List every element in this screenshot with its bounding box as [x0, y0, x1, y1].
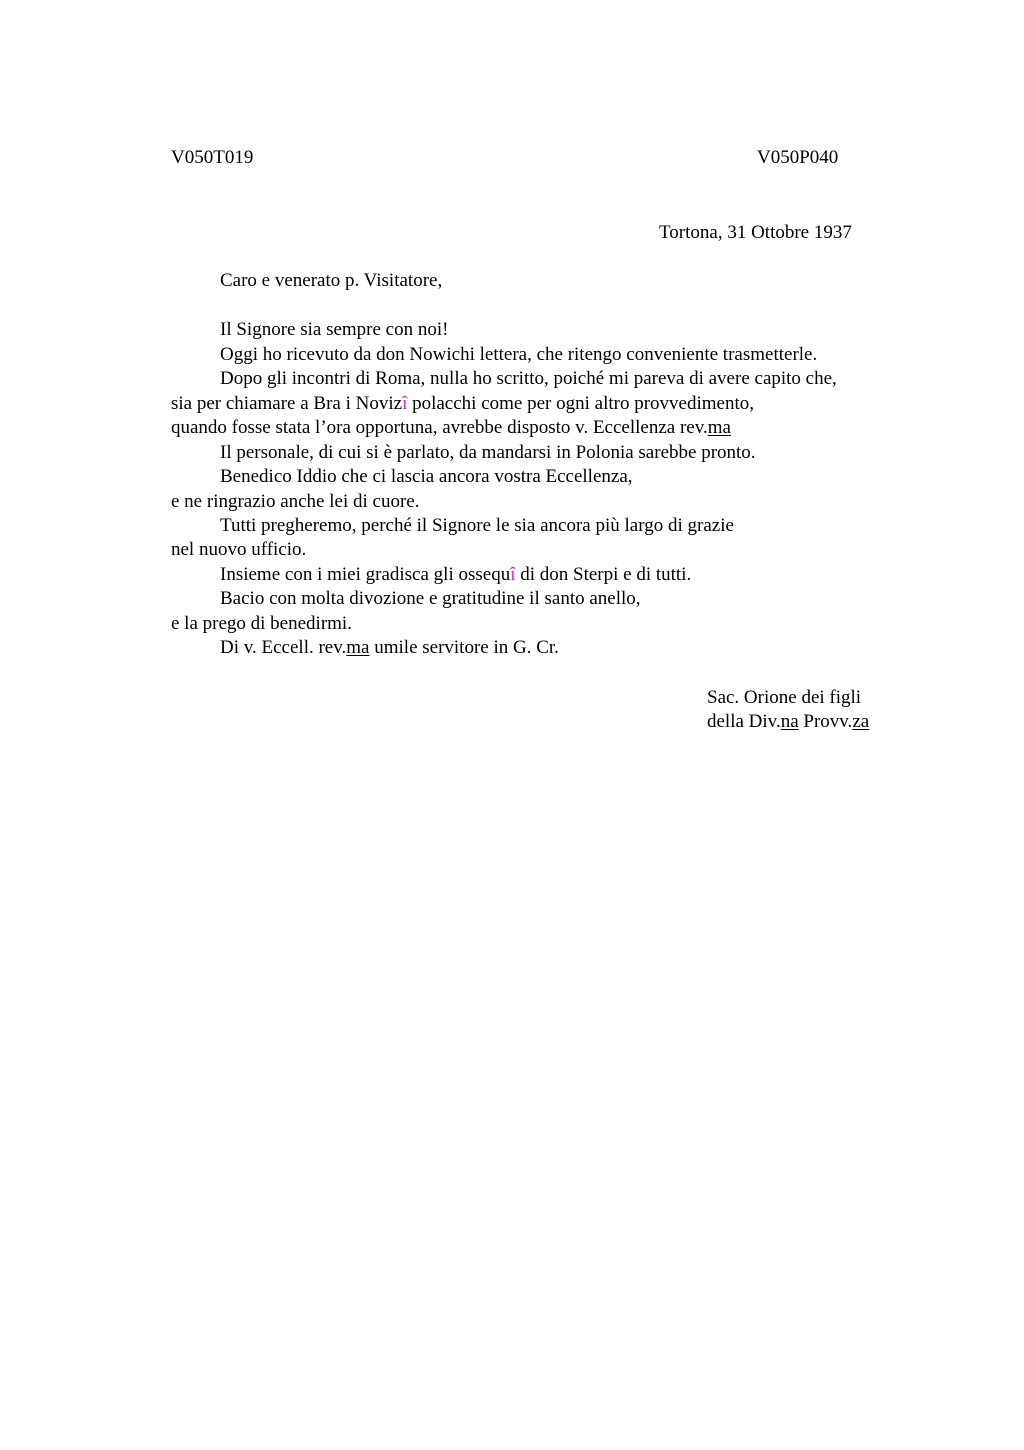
- body-line: e ne ringrazio anche lei di cuore.: [171, 491, 420, 512]
- body-line: [220, 636, 559, 660]
- signature-line-1: Sac. Orione dei figli: [707, 687, 862, 708]
- body-line: Dopo gli incontri di Roma, nulla ho scritto, poiché mi pareva di avere capito che,: [220, 368, 837, 389]
- body-line: Tutti pregheremo, perché il Signore le sia ancora più largo di grazie: [220, 515, 734, 536]
- highlighted-accent: î: [402, 393, 408, 414]
- text-span: di don Sterpi e di tutti.: [515, 564, 692, 585]
- underlined-abbreviation: ma: [707, 417, 731, 438]
- text-span: quando fosse stata l’ora opportuna, avrebbe disposto v. Eccellenza rev.: [171, 417, 708, 438]
- body-line: Benedico Iddio che ci lascia ancora vostra Eccellenza,: [220, 466, 633, 487]
- highlighted-accent: î: [510, 564, 516, 585]
- body-line: Oggi ho ricevuto da don Nowichi lettera, che ritengo conveniente trasmetterle.: [220, 344, 818, 365]
- text-span: Provv.: [798, 711, 853, 732]
- body-line: nel nuovo ufficio.: [171, 539, 307, 560]
- signature-line-2: [707, 710, 869, 734]
- body-line: [171, 392, 754, 416]
- underlined-abbreviation: na: [780, 711, 799, 732]
- body-line: e la prego di benedirmi.: [171, 613, 352, 634]
- underlined-abbreviation: za: [852, 711, 870, 732]
- body-line: Il personale, di cui si è parlato, da mandarsi in Polonia sarebbe pronto.: [220, 442, 756, 463]
- underlined-abbreviation: ma: [346, 637, 370, 658]
- text-span: Di v. Eccell. rev.: [220, 637, 347, 658]
- text-span: umile servitore in G. Cr.: [369, 637, 559, 658]
- salutation: Caro e venerato p. Visitatore,: [220, 270, 443, 291]
- body-line: [171, 416, 731, 440]
- text-span: della Div.: [707, 711, 781, 732]
- document-code-left: V050T019: [171, 147, 254, 168]
- body-line: Bacio con molta divozione e gratitudine il santo anello,: [220, 588, 641, 609]
- body-line: Il Signore sia sempre con noi!: [220, 319, 449, 340]
- date-line: Tortona, 31 Ottobre 1937: [659, 222, 852, 243]
- body-line: [220, 563, 691, 587]
- document-code-right: V050P040: [757, 147, 839, 168]
- text-span: Insieme con i miei gradisca gli ossequ: [220, 564, 511, 585]
- text-span: sia per chiamare a Bra i Noviz: [171, 393, 403, 414]
- text-span: polacchi come per ogni altro provvedimento,: [407, 393, 754, 414]
